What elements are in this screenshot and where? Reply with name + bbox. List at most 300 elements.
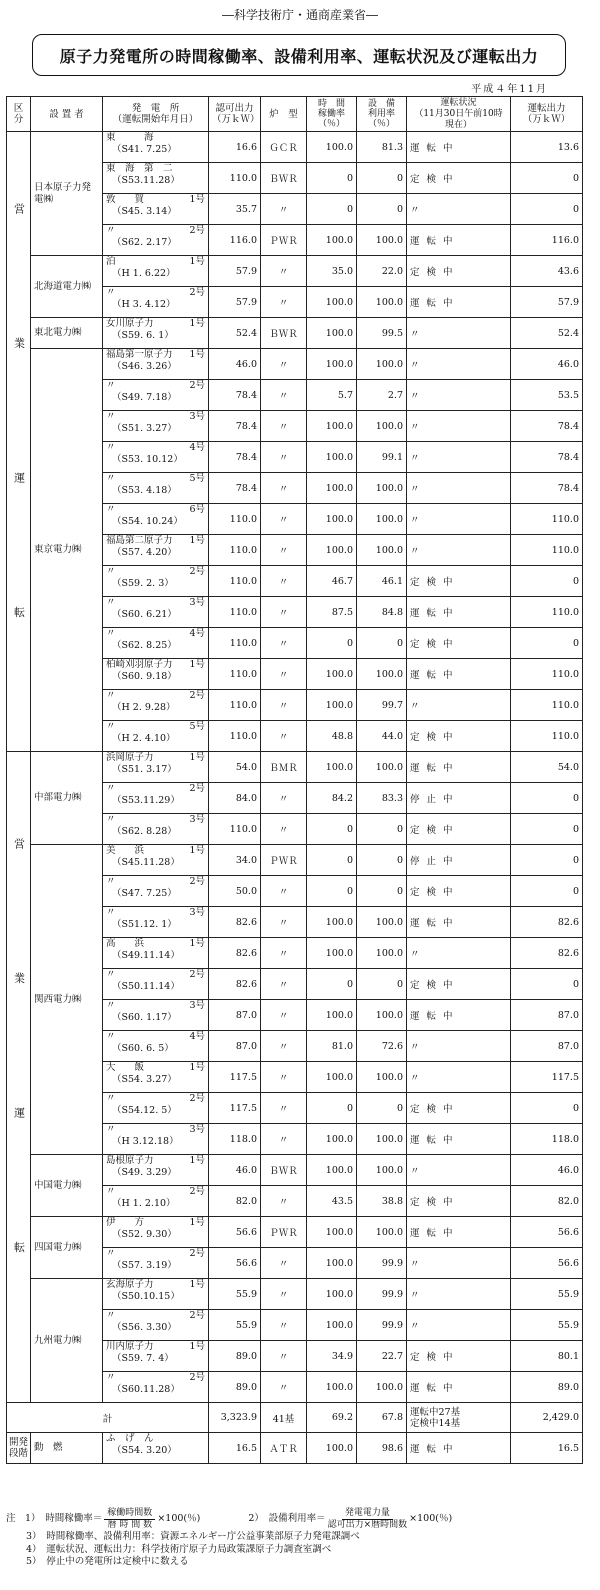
- time-rate-cell: 100.0: [307, 1124, 357, 1155]
- util-rate-cell: 100.0: [357, 411, 407, 442]
- output-cell: 117.5: [511, 1062, 583, 1093]
- util-rate-cell: 100.0: [357, 907, 407, 938]
- reactor-type-cell: 〃: [261, 256, 307, 287]
- plant-name-line: [106, 380, 205, 392]
- reactor-type-cell: 〃: [261, 783, 307, 814]
- reactor-type-cell: 〃: [261, 1186, 307, 1217]
- plant-cell: [103, 1000, 209, 1031]
- status-cell: 〃: [407, 504, 511, 535]
- util-rate-cell: 38.8: [357, 1186, 407, 1217]
- total-row: [7, 1403, 583, 1433]
- status-cell: 〃: [407, 1155, 511, 1186]
- note-1-tail: ×100(％): [157, 1513, 201, 1525]
- reactor-type-cell: 〃: [261, 1341, 307, 1372]
- table-row: [7, 845, 583, 876]
- time-rate-cell: 100.0: [307, 318, 357, 349]
- reactor-type-cell: 〃: [261, 690, 307, 721]
- plant-start-date: （S46. 3.26）: [112, 361, 177, 372]
- status-cell: 停 止 中: [407, 845, 511, 876]
- util-rate-cell: 100.0: [357, 287, 407, 318]
- total-status-running: 運転中27基: [410, 1406, 461, 1418]
- output-cell: 46.0: [511, 349, 583, 380]
- reactor-type-cell: 〃: [261, 1031, 307, 1062]
- note-3: 3） 時間稼働率、設備利用率：資源エネルギー庁公益事業部原子力発電課調べ: [26, 1531, 360, 1542]
- status-cell: 運 転 中: [407, 225, 511, 256]
- plant-start-date: （S56. 3.30）: [112, 1322, 177, 1333]
- plant-cell: [103, 1341, 209, 1372]
- plant-name: 川内原子力: [106, 1341, 154, 1352]
- report-date: 平成４年11月: [471, 84, 548, 95]
- reactor-type-cell: 〃: [261, 1372, 307, 1403]
- capacity-cell: 56.6: [209, 1217, 261, 1248]
- capacity-cell: 54.0: [209, 752, 261, 783]
- plant-start-date: （S52. 9.30）: [112, 1229, 177, 1240]
- plant-name: 〃: [106, 566, 116, 577]
- plant-start-date: （S54. 10.24）: [112, 516, 183, 527]
- util-rate-cell: 100.0: [357, 752, 407, 783]
- reactor-type-cell: 〃: [261, 659, 307, 690]
- reactor-type-cell: 〃: [261, 1310, 307, 1341]
- output-cell: 78.4: [511, 442, 583, 473]
- capacity-cell: 89.0: [209, 1372, 261, 1403]
- plant-name: 〃: [106, 628, 116, 639]
- capacity-cell: 57.9: [209, 256, 261, 287]
- total-label: 計: [7, 1403, 209, 1433]
- plant-start-date: （S60.11.28）: [112, 1384, 180, 1395]
- util-rate-cell: 81.3: [357, 132, 407, 163]
- output-cell: 110.0: [511, 659, 583, 690]
- util-rate-cell: 99.9: [357, 1279, 407, 1310]
- plant-name-line: [106, 473, 205, 485]
- agency-line: ―科学技術庁・通商産業省―: [221, 8, 378, 22]
- plant-cell: [103, 1248, 209, 1279]
- reactor-type-cell: 〃: [261, 287, 307, 318]
- output-cell: 0: [511, 628, 583, 659]
- time-rate-cell: 100.0: [307, 938, 357, 969]
- status-cell: 運 転 中: [407, 1124, 511, 1155]
- output-cell: 82.6: [511, 907, 583, 938]
- output-cell: 118.0: [511, 1124, 583, 1155]
- total-capacity: 3,323.9: [209, 1403, 261, 1433]
- status-cell: 定 検 中: [407, 969, 511, 1000]
- util-rate-cell: 0: [357, 814, 407, 845]
- header-row: [7, 97, 583, 132]
- output-cell: 55.9: [511, 1310, 583, 1341]
- plant-start-date: （H 3.12.18）: [112, 1136, 179, 1147]
- output-cell: 110.0: [511, 597, 583, 628]
- plant-unit: 6号: [189, 504, 205, 515]
- status-cell: 〃: [407, 1310, 511, 1341]
- capacity-cell: 82.6: [209, 938, 261, 969]
- plant-start-date: （H 1. 6.22）: [112, 268, 176, 279]
- status-cell: 〃: [407, 473, 511, 504]
- util-rate-cell: 44.0: [357, 721, 407, 752]
- plant-name-line: [106, 1031, 205, 1043]
- dev-util-rate: 98.6: [357, 1433, 407, 1464]
- capacity-cell: 78.4: [209, 473, 261, 504]
- time-rate-cell: 100.0: [307, 1217, 357, 1248]
- capacity-cell: 116.0: [209, 225, 261, 256]
- plant-cell: [103, 535, 209, 566]
- plant-name: 浜岡原子力: [106, 752, 154, 763]
- table-row: [7, 256, 583, 287]
- plant-start-date: （H 1. 2.10）: [112, 1198, 176, 1209]
- time-rate-cell: 100.0: [307, 690, 357, 721]
- time-rate-cell: 84.2: [307, 783, 357, 814]
- plant-cell: [103, 132, 209, 163]
- util-rate-cell: 100.0: [357, 225, 407, 256]
- plant-start-date: （S62. 2.17）: [112, 237, 177, 248]
- time-rate-cell: 0: [307, 876, 357, 907]
- plant-name-line: [106, 194, 205, 206]
- plant-name-line: [106, 1372, 205, 1384]
- util-rate-cell: 0: [357, 628, 407, 659]
- plant-name: 〃: [106, 1310, 116, 1321]
- plant-name: 〃: [106, 1031, 116, 1042]
- plant-start-date: （S59. 7. 4）: [112, 1353, 174, 1364]
- time-rate-cell: 100.0: [307, 411, 357, 442]
- reactor-type-cell: 〃: [261, 969, 307, 1000]
- time-rate-cell: 100.0: [307, 659, 357, 690]
- reactor-type-cell: 〃: [261, 1248, 307, 1279]
- plant-name: 〃: [106, 876, 116, 887]
- plant-name-line: [106, 1279, 205, 1291]
- total-output: 2,429.0: [511, 1403, 583, 1433]
- plant-cell: [103, 1124, 209, 1155]
- plant-unit: 1号: [189, 1217, 205, 1228]
- status-cell: 〃: [407, 411, 511, 442]
- util-rate-cell: 83.3: [357, 783, 407, 814]
- plant-start-date: （S53.11.29）: [112, 795, 180, 806]
- dev-division: 開発段階: [7, 1433, 31, 1464]
- status-cell: 定 検 中: [407, 256, 511, 287]
- output-cell: 46.0: [511, 1155, 583, 1186]
- time-rate-cell: 100.0: [307, 752, 357, 783]
- plant-name: 伊 方: [106, 1217, 145, 1228]
- plant-unit: 4号: [189, 1031, 205, 1042]
- time-rate-cell: 100.0: [307, 1279, 357, 1310]
- reactor-type-cell: 〃: [261, 721, 307, 752]
- time-rate-cell: 5.7: [307, 380, 357, 411]
- reactor-type-cell: 〃: [261, 380, 307, 411]
- plant-cell: [103, 690, 209, 721]
- total-util-rate: 67.8: [357, 1403, 407, 1433]
- plant-name-line: [106, 1155, 205, 1167]
- reactor-type-cell: 〃: [261, 597, 307, 628]
- util-rate-cell: 100.0: [357, 1372, 407, 1403]
- output-cell: 0: [511, 876, 583, 907]
- plant-unit: 1号: [189, 1062, 205, 1073]
- dev-capacity: 16.5: [209, 1433, 261, 1464]
- plant-start-date: （S53.11.28）: [112, 175, 180, 186]
- plant-cell: [103, 783, 209, 814]
- output-cell: 110.0: [511, 535, 583, 566]
- capacity-cell: 78.4: [209, 380, 261, 411]
- plant-unit: 1号: [189, 1279, 205, 1290]
- plant-name-line: [106, 256, 205, 268]
- plant-name-line: [106, 411, 205, 423]
- plant-name-line: [106, 163, 205, 175]
- plant-unit: 5号: [189, 721, 205, 732]
- plant-cell: [103, 938, 209, 969]
- plant-unit: 2号: [189, 783, 205, 794]
- plant-name: 〃: [106, 597, 116, 608]
- reactor-type-cell: 〃: [261, 1093, 307, 1124]
- plant-name-line: [106, 442, 205, 454]
- plant-start-date: （H 2. 9.28）: [112, 702, 176, 713]
- plant-name: 柏崎刈羽原子力: [106, 659, 173, 670]
- util-rate-cell: 100.0: [357, 659, 407, 690]
- plant-cell: [103, 1279, 209, 1310]
- output-cell: 0: [511, 1093, 583, 1124]
- output-cell: 82.6: [511, 938, 583, 969]
- plant-unit: 2号: [189, 1093, 205, 1104]
- util-rate-cell: 100.0: [357, 504, 407, 535]
- plant-unit: 3号: [189, 597, 205, 608]
- plant-name-line: [106, 535, 205, 547]
- status-cell: 〃: [407, 318, 511, 349]
- plant-cell: [103, 504, 209, 535]
- status-cell: 定 検 中: [407, 163, 511, 194]
- plant-name: 東 海: [106, 132, 154, 143]
- capacity-cell: 78.4: [209, 411, 261, 442]
- status-cell: 定 検 中: [407, 814, 511, 845]
- table-row: [7, 1217, 583, 1248]
- plant-unit: 2号: [189, 876, 205, 887]
- note-2-fraction: [328, 1508, 408, 1531]
- output-cell: 116.0: [511, 225, 583, 256]
- reactor-type-cell: 〃: [261, 1124, 307, 1155]
- plant-cell: [103, 907, 209, 938]
- total-time-rate: 69.2: [307, 1403, 357, 1433]
- output-cell: 57.9: [511, 287, 583, 318]
- plant-unit: 3号: [189, 907, 205, 918]
- capacity-cell: 110.0: [209, 814, 261, 845]
- plant-start-date: （S60. 1.17）: [112, 1012, 177, 1023]
- time-rate-cell: 87.5: [307, 597, 357, 628]
- output-cell: 0: [511, 783, 583, 814]
- capacity-cell: 110.0: [209, 721, 261, 752]
- reactor-type-cell: 〃: [261, 504, 307, 535]
- output-cell: 56.6: [511, 1217, 583, 1248]
- reactor-type-cell: ＢＷＲ: [261, 1155, 307, 1186]
- plant-unit: 2号: [189, 1186, 205, 1197]
- status-cell: 定 検 中: [407, 1341, 511, 1372]
- plant-unit: 1号: [189, 938, 205, 949]
- plant-cell: [103, 845, 209, 876]
- status-cell: 停 止 中: [407, 783, 511, 814]
- plant-start-date: （S49. 7.18）: [112, 392, 177, 403]
- time-rate-cell: 100.0: [307, 907, 357, 938]
- plant-name-line: [106, 628, 205, 640]
- plant-unit: 2号: [189, 380, 205, 391]
- plant-cell: [103, 876, 209, 907]
- status-cell: 運 転 中: [407, 907, 511, 938]
- capacity-cell: 87.0: [209, 1031, 261, 1062]
- capacity-cell: 46.0: [209, 1155, 261, 1186]
- header-output: 運転出力 （万ｋＷ）: [511, 97, 583, 132]
- plant-name-line: [106, 1093, 205, 1105]
- plant-unit: 4号: [189, 628, 205, 639]
- status-cell: 〃: [407, 380, 511, 411]
- plant-cell: [103, 1372, 209, 1403]
- plant-start-date: （S47. 7.25）: [112, 888, 177, 899]
- reactor-type-cell: ＢＭＲ: [261, 752, 307, 783]
- plant-start-date: （S51.12. 1）: [112, 919, 177, 930]
- plant-unit: 2号: [189, 969, 205, 980]
- time-rate-cell: 34.9: [307, 1341, 357, 1372]
- plant-start-date: （S59. 6. 1）: [112, 330, 174, 341]
- output-cell: 55.9: [511, 1279, 583, 1310]
- plant-start-date: （H 2. 4.10）: [112, 733, 176, 744]
- reactor-type-cell: 〃: [261, 814, 307, 845]
- plant-cell: [103, 1310, 209, 1341]
- total-status-inspection: 定検中14基: [410, 1417, 461, 1429]
- plant-start-date: （S60. 6.21）: [112, 609, 177, 620]
- plant-start-date: （S51. 3.17）: [112, 764, 177, 775]
- capacity-cell: 35.7: [209, 194, 261, 225]
- time-rate-cell: 100.0: [307, 442, 357, 473]
- plant-name-line: [106, 597, 205, 609]
- title-text: 原子力発電所の時間稼働率、設備利用率、運転状況及び運転出力: [59, 46, 539, 66]
- plant-unit: 2号: [189, 1372, 205, 1383]
- reactor-type-cell: 〃: [261, 194, 307, 225]
- plant-unit: 3号: [189, 411, 205, 422]
- output-cell: 78.4: [511, 473, 583, 504]
- time-rate-cell: 100.0: [307, 132, 357, 163]
- reactor-type-cell: 〃: [261, 566, 307, 597]
- total-count: 41基: [261, 1403, 307, 1433]
- plant-name: 島根原子力: [106, 1155, 154, 1166]
- plant-name: 〃: [106, 1186, 116, 1197]
- operator-cell: 関西電力㈱: [31, 845, 103, 1155]
- plant-start-date: （S49. 3.29）: [112, 1167, 177, 1178]
- note-1-label: 注 1） 時間稼働率＝: [6, 1513, 103, 1525]
- capacity-cell: 55.9: [209, 1279, 261, 1310]
- plant-name-line: [106, 318, 205, 330]
- plant-name-line: [106, 969, 205, 981]
- status-cell: 〃: [407, 194, 511, 225]
- plant-name-line: [106, 1124, 205, 1136]
- header-reactor: 炉 型: [261, 97, 307, 132]
- util-rate-cell: 22.7: [357, 1341, 407, 1372]
- operator-cell: 中部電力㈱: [31, 752, 103, 845]
- reactor-type-cell: 〃: [261, 1062, 307, 1093]
- status-cell: 〃: [407, 349, 511, 380]
- time-rate-cell: 100.0: [307, 1310, 357, 1341]
- plant-cell: [103, 566, 209, 597]
- time-rate-cell: 100.0: [307, 1248, 357, 1279]
- status-cell: 運 転 中: [407, 287, 511, 318]
- plant-start-date: （S53. 10.12）: [112, 454, 183, 465]
- output-cell: 0: [511, 969, 583, 1000]
- plant-name-line: [106, 566, 205, 578]
- plant-name-line: [106, 876, 205, 888]
- division-cell: [7, 752, 31, 1403]
- output-cell: 80.1: [511, 1341, 583, 1372]
- plant-start-date: （S62. 8.28）: [112, 826, 177, 837]
- plant-unit: 1号: [189, 1341, 205, 1352]
- capacity-cell: 34.0: [209, 845, 261, 876]
- util-rate-cell: 2.7: [357, 380, 407, 411]
- capacity-cell: 117.5: [209, 1062, 261, 1093]
- time-rate-cell: 81.0: [307, 1031, 357, 1062]
- util-rate-cell: 99.7: [357, 690, 407, 721]
- total-status: [407, 1403, 511, 1433]
- util-rate-cell: 0: [357, 969, 407, 1000]
- status-cell: 〃: [407, 535, 511, 566]
- plant-cell: [103, 411, 209, 442]
- util-rate-cell: 100.0: [357, 1217, 407, 1248]
- plant-name-line: [106, 1217, 205, 1229]
- output-cell: 89.0: [511, 1372, 583, 1403]
- output-cell: 110.0: [511, 690, 583, 721]
- plant-unit: 5号: [189, 473, 205, 484]
- capacity-cell: 50.0: [209, 876, 261, 907]
- util-rate-cell: 99.1: [357, 442, 407, 473]
- capacity-cell: 110.0: [209, 628, 261, 659]
- division-cell: [7, 132, 31, 752]
- output-cell: 0: [511, 566, 583, 597]
- status-cell: 〃: [407, 442, 511, 473]
- header-operator: 設 置 者: [31, 97, 103, 132]
- output-cell: 53.5: [511, 380, 583, 411]
- plant-unit: 1号: [189, 1155, 205, 1166]
- plant-name: 〃: [106, 1093, 116, 1104]
- plant-cell: [103, 1155, 209, 1186]
- output-cell: 78.4: [511, 411, 583, 442]
- capacity-cell: 110.0: [209, 163, 261, 194]
- note-2-tail: ×100(％): [409, 1513, 453, 1525]
- util-rate-cell: 0: [357, 876, 407, 907]
- plant-start-date: （S53. 4.18）: [112, 485, 177, 496]
- time-rate-cell: 0: [307, 1093, 357, 1124]
- time-rate-cell: 100.0: [307, 349, 357, 380]
- status-cell: 〃: [407, 1279, 511, 1310]
- output-cell: 54.0: [511, 752, 583, 783]
- plant-start-date: （S57. 4.20）: [112, 547, 177, 558]
- output-cell: 87.0: [511, 1031, 583, 1062]
- plant-name: 女川原子力: [106, 318, 154, 329]
- output-cell: 56.6: [511, 1248, 583, 1279]
- util-rate-cell: 0: [357, 845, 407, 876]
- plant-name-line: [106, 752, 205, 764]
- note-1-denominator: 暦 時 間 数: [107, 1520, 153, 1530]
- dev-status: 運 転 中: [407, 1433, 511, 1464]
- util-rate-cell: 84.8: [357, 597, 407, 628]
- time-rate-cell: 100.0: [307, 1062, 357, 1093]
- plant-name: 高 浜: [106, 938, 145, 949]
- plant-name-line: [106, 721, 205, 733]
- plant-cell: [103, 1217, 209, 1248]
- util-rate-cell: 0: [357, 163, 407, 194]
- table-row: [7, 349, 583, 380]
- reactor-type-cell: 〃: [261, 1279, 307, 1310]
- util-rate-cell: 100.0: [357, 535, 407, 566]
- plant-unit: 2号: [189, 1310, 205, 1321]
- plant-start-date: （S54. 3.27）: [112, 1074, 177, 1085]
- plant-unit: 3号: [189, 1124, 205, 1135]
- status-cell: 〃: [407, 1062, 511, 1093]
- time-rate-cell: 43.5: [307, 1186, 357, 1217]
- plant-name: 〃: [106, 814, 116, 825]
- plant-cell: [103, 380, 209, 411]
- reactor-type-cell: ＰＷＲ: [261, 845, 307, 876]
- plant-start-date: （S62. 8.25）: [112, 640, 177, 651]
- capacity-cell: 110.0: [209, 504, 261, 535]
- plant-start-date: （S60. 6. 5）: [112, 1043, 174, 1054]
- plant-cell: [103, 194, 209, 225]
